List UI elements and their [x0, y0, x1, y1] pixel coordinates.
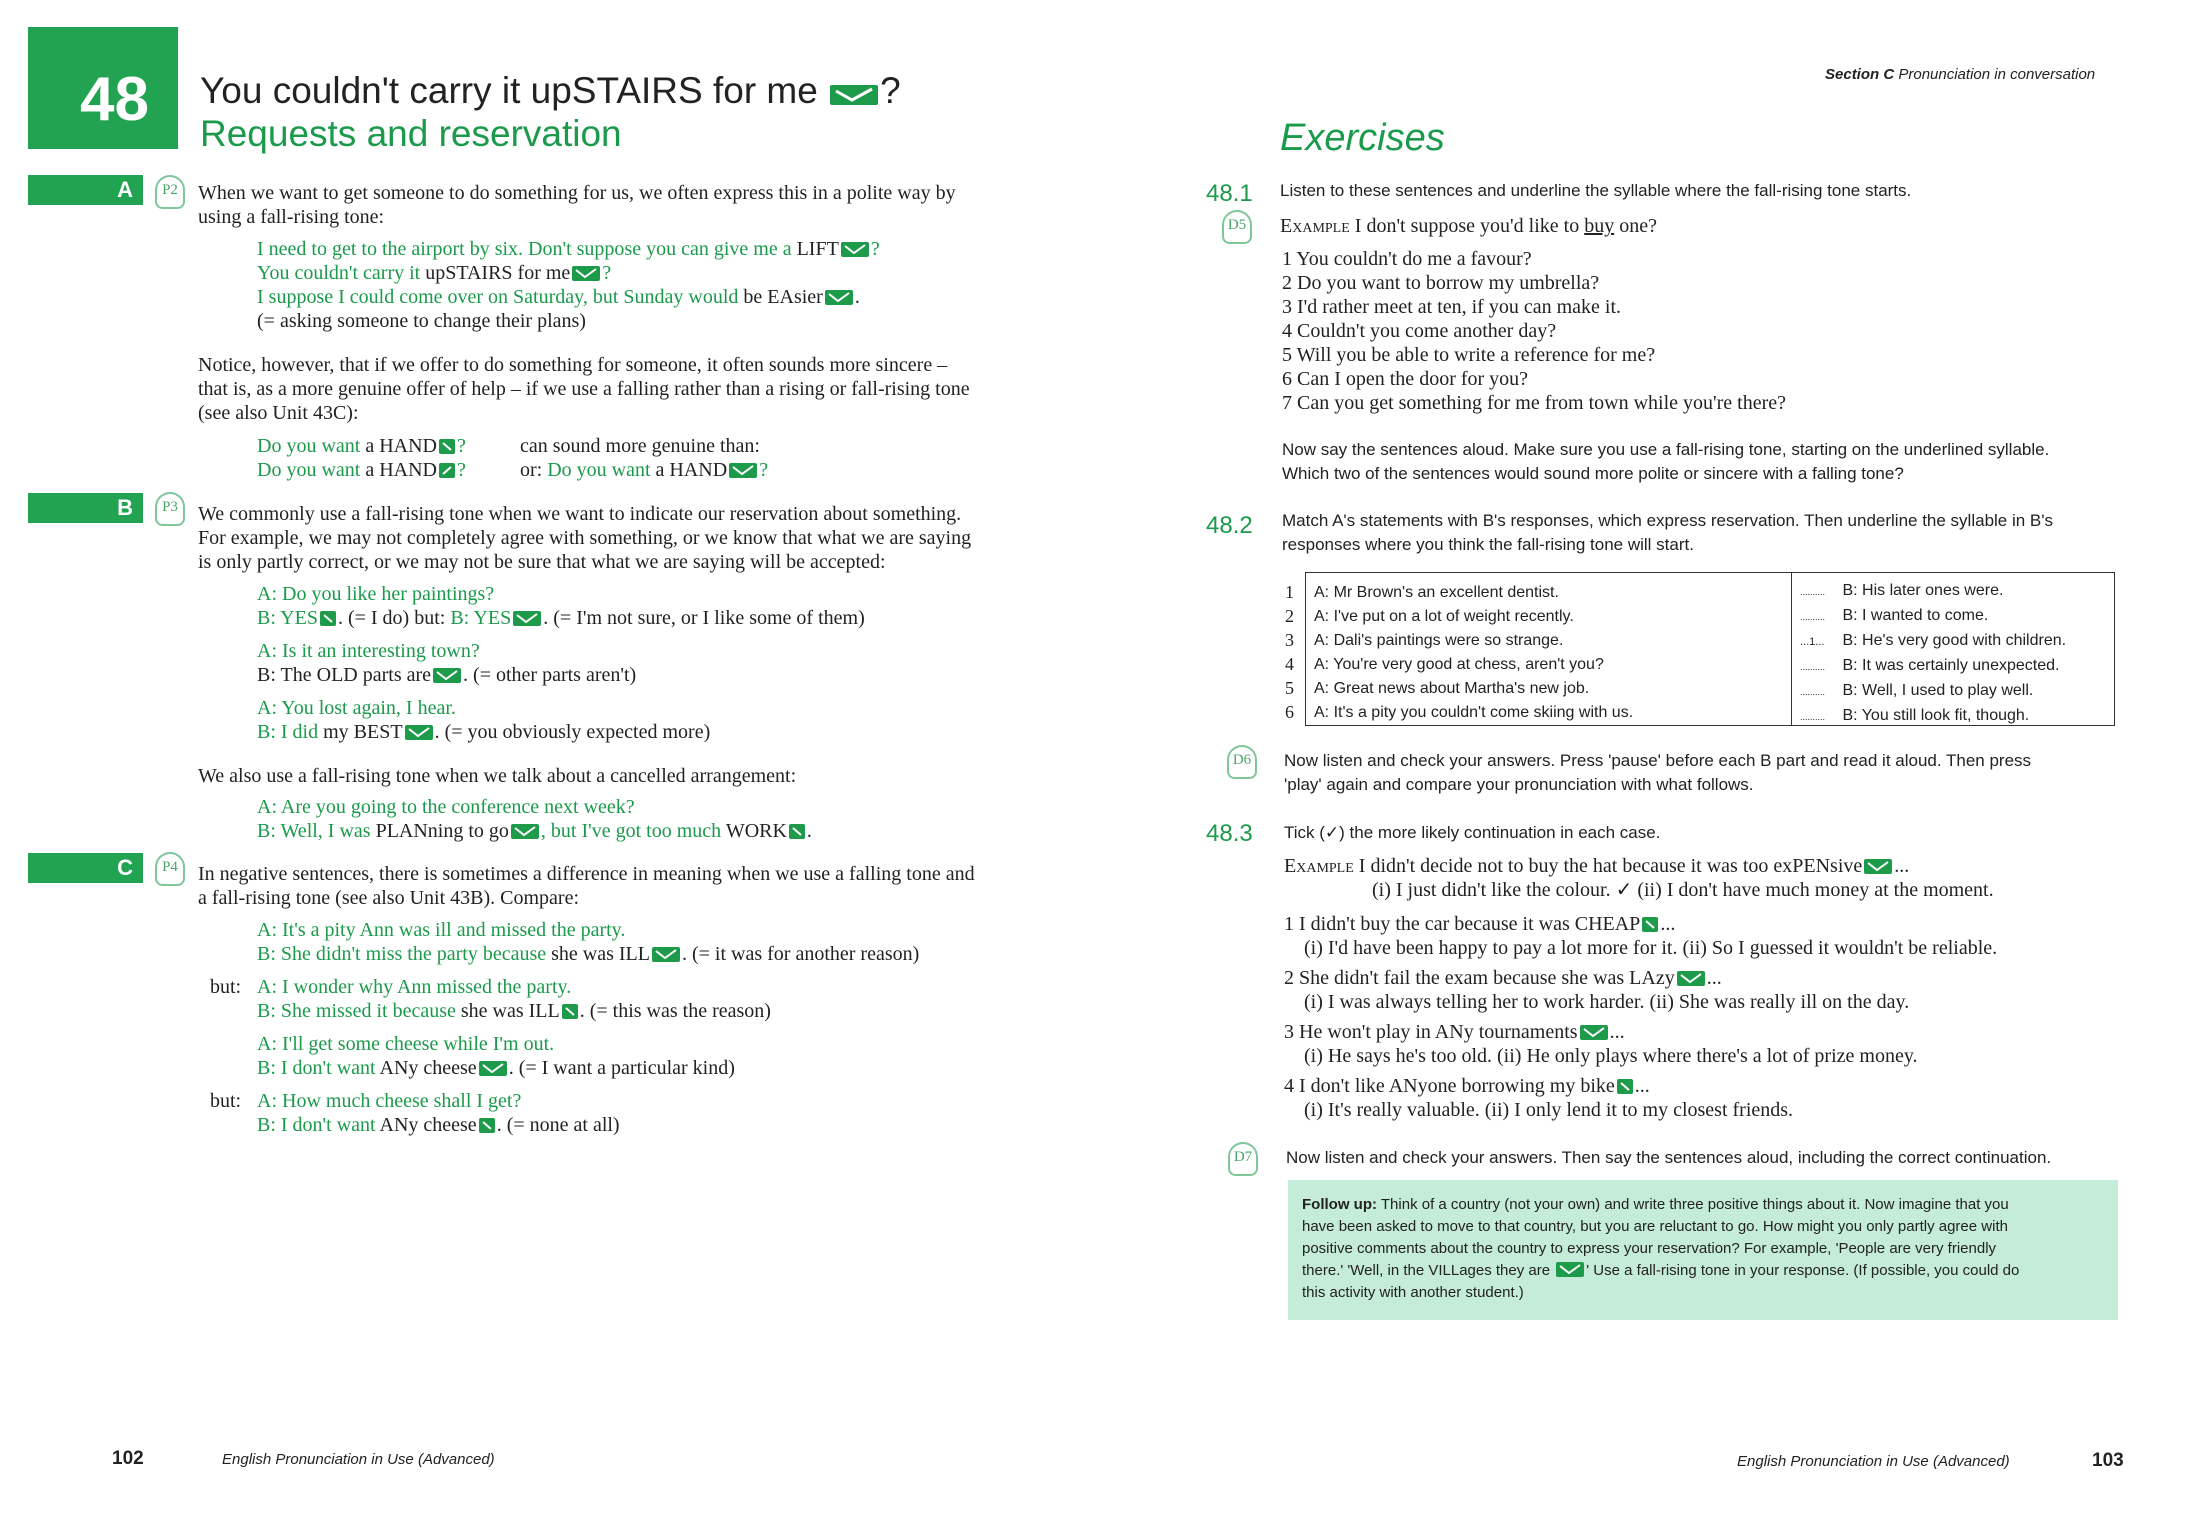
dialogue-a: A: I wonder why Ann missed the party.	[257, 976, 572, 998]
example-stress: a HAND	[365, 435, 437, 457]
example-stress: upSTAIRS for me	[425, 262, 571, 284]
example-line	[257, 261, 611, 285]
dialogue-a: A: You lost again, I hear.	[257, 697, 456, 719]
answer-blank[interactable]: ..........	[1800, 662, 1826, 672]
example-stress: WORK	[725, 820, 787, 842]
audio-track-p4-icon[interactable]: P4	[155, 852, 185, 886]
example-text: I suppose I could come over on Saturday, but Sunday would	[257, 286, 739, 308]
statement-a: A: Great news about Martha's new job.	[1314, 680, 1590, 697]
hand-example-1	[257, 434, 466, 458]
response-b: B: You still look fit, though.	[1842, 707, 2030, 724]
fall-rise-tone-icon	[729, 463, 757, 478]
exercise-number: 48.3	[1206, 820, 1253, 847]
follow-up-text: have been asked to move to that country, but you are reluctant to go. How might you only partly agree with	[1302, 1218, 2008, 1235]
dialogue-a: A: Do you like her paintings?	[257, 583, 495, 605]
fall-rise-tone-icon	[1580, 1025, 1608, 1040]
full-stop: .	[806, 820, 812, 842]
ellipsis: ...	[1660, 913, 1676, 935]
hand-example-2	[257, 458, 466, 482]
exercise-followon: Now listen and check your answers. Press 'pause' before each B part and read it aloud. Then press	[1284, 751, 2032, 770]
question-text: 3 He won't play in ANy tournaments	[1284, 1021, 1578, 1043]
follow-up-label: Follow up:	[1302, 1196, 1377, 1213]
fall-tone-icon	[320, 611, 336, 626]
note: . (= you obviously expected more)	[434, 721, 711, 743]
ellipsis: ...	[1609, 1021, 1625, 1043]
dialogue-b	[257, 663, 636, 687]
left-page-number: 102	[112, 1448, 144, 1469]
example-stress: a HAND	[365, 459, 437, 481]
fall-rise-tone-icon	[1864, 859, 1892, 874]
example-stress: my BEST	[323, 721, 403, 743]
exercises-title: Exercises	[1280, 117, 1445, 159]
dialogue-b	[257, 1056, 735, 1080]
example-line	[257, 237, 880, 261]
exercise-instruction: responses where you think the fall-rising tone will start.	[1282, 535, 1694, 554]
section-b-intro-1: We commonly use a fall-rising tone when we want to indicate our reservation about something.	[198, 503, 962, 525]
section-c-intro-2: a fall-rising tone (see also Unit 43B). Compare:	[198, 887, 580, 909]
exercise-followon: 'play' again and compare your pronunciation with what follows.	[1284, 775, 1754, 794]
exercise-instruction: Tick (✓) the more likely continuation in each case.	[1284, 823, 1661, 842]
but-label: but:	[210, 976, 242, 998]
unit-subtitle: Requests and reservation	[200, 113, 622, 154]
a-column	[1305, 572, 1791, 726]
note: . (= this was the reason)	[579, 1000, 771, 1022]
example-stress: a HAND	[655, 459, 728, 481]
dialogue-b	[257, 606, 865, 630]
fall-rise-tone-icon	[479, 1061, 507, 1076]
speaker-b: B: YES	[450, 607, 512, 629]
exercise-example	[1284, 854, 1909, 878]
exercise-item: 6 Can I open the door for you?	[1282, 368, 1529, 390]
exercise-question	[1284, 966, 1722, 990]
exercise-item: 2 Do you want to borrow my umbrella?	[1282, 272, 1600, 294]
row-number: 2	[1285, 606, 1294, 626]
question-mark: ?	[602, 262, 612, 284]
row-number: 5	[1285, 678, 1294, 698]
dialogue-a: A: It's a pity Ann was ill and missed the party.	[257, 919, 626, 941]
section-header-title: Pronunciation in conversation	[1898, 66, 2096, 83]
unit-title-question-mark: ?	[880, 70, 901, 111]
dialogue-b	[257, 999, 771, 1023]
fall-rise-tone-icon	[433, 668, 461, 683]
question-mark: ?	[456, 459, 466, 481]
section-a-notice-1: Notice, however, that if we offer to do something for someone, it often sounds more sincere –	[198, 354, 948, 376]
exercise-item: 5 Will you be able to write a reference for me?	[1282, 344, 1656, 366]
full-stop: .	[854, 286, 860, 308]
note: . (= I'm not sure, or I like some of them)	[543, 607, 865, 629]
exercise-question	[1284, 912, 1675, 936]
statement-a: A: You're very good at chess, aren't you?	[1314, 656, 1604, 673]
response-b: B: He's very good with children.	[1842, 632, 2067, 649]
exercise-item: 7 Can you get something for me from town while you're there?	[1282, 392, 1787, 414]
question-text: 1 I didn't buy the car because it was CHEAP	[1284, 913, 1641, 935]
fall-tone-icon	[479, 1118, 495, 1133]
fall-tone-icon	[1617, 1079, 1633, 1094]
dialogue-b	[257, 819, 812, 843]
b-column	[1791, 572, 2115, 726]
statement-a: A: Dali's paintings were so strange.	[1314, 632, 1564, 649]
underlined-syllable: buy	[1584, 215, 1615, 237]
statement-a: A: Mr Brown's an excellent dentist.	[1314, 584, 1559, 601]
follow-up-text: Think of a country (not your own) and write three positive things about it. Now imagine that you	[1380, 1196, 2009, 1213]
answer-blank[interactable]: ..........	[1800, 687, 1826, 697]
example-options: (i) I just didn't like the colour. ✓ (ii) I don't have much money at the moment.	[1372, 879, 1994, 901]
question-options: (i) It's really valuable. (ii) I only lend it to my closest friends.	[1304, 1099, 1794, 1121]
follow-up-text: ' Use a fall-rising tone in your response. (If possible, you could do	[1586, 1262, 2020, 1279]
section-c-label: C	[28, 853, 143, 883]
follow-up-box	[1288, 1180, 2118, 1320]
right-footer-title: English Pronunciation in Use (Advanced)	[1737, 1453, 2010, 1470]
left-footer-title: English Pronunciation in Use (Advanced)	[222, 1451, 495, 1468]
section-b-label: B	[28, 493, 143, 523]
note: . (= I do) but:	[337, 607, 446, 629]
example-text: Do you want	[257, 435, 361, 457]
dialogue-a: A: Is it an interesting town?	[257, 640, 480, 662]
fall-rise-tone-icon	[572, 266, 600, 281]
audio-track-d6-icon[interactable]: D6	[1227, 745, 1257, 779]
speaker-b-text: B: She didn't miss the party because	[257, 943, 547, 965]
example-text: I don't suppose you'd like to	[1354, 215, 1580, 237]
follow-up-text: this activity with another student.)	[1302, 1284, 1524, 1301]
follow-up-text: positive comments about the country to express your reservation? For example, 'People are very friendly	[1302, 1240, 1997, 1257]
audio-track-d5-icon[interactable]: D5	[1222, 210, 1252, 244]
section-a-notice-3: (see also Unit 43C):	[198, 402, 359, 424]
fall-rise-tone-icon	[513, 611, 541, 626]
statement-a: A: I've put on a lot of weight recently.	[1314, 608, 1574, 625]
answer-blank[interactable]: ..........	[1800, 587, 1826, 597]
exercise-item: 4 Couldn't you come another day?	[1282, 320, 1557, 342]
example-text: Do you want	[547, 459, 651, 481]
exercise-question	[1284, 1074, 1650, 1098]
question-options: (i) I'd have been happy to pay a lot more for it. (ii) So I guessed it wouldn't be reliable.	[1304, 937, 1998, 959]
example-line	[257, 285, 860, 309]
fall-rise-tone-icon	[1556, 1262, 1584, 1277]
row-number: 3	[1285, 630, 1294, 650]
fall-tone-icon	[439, 439, 455, 454]
hand-comparison-note: can sound more genuine than:	[520, 435, 760, 457]
unit-title-text: You couldn't carry it upSTAIRS for me	[200, 70, 818, 111]
fall-rise-tone-icon	[1677, 971, 1705, 986]
answer-blank[interactable]: ..........	[1800, 712, 1826, 722]
example-stress: PLANning to go	[375, 820, 509, 842]
answer-blank[interactable]: ...1...	[1800, 636, 1825, 648]
section-a-label: A	[28, 175, 143, 205]
hand-example-3	[520, 458, 768, 482]
speaker-b-text: B: I did	[257, 721, 319, 743]
question-text: 4 I don't like ANyone borrowing my bike	[1284, 1075, 1615, 1097]
exercise-instruction: Match A's statements with B's responses, which express reservation. Then underline the syllable in B's	[1282, 511, 2054, 530]
fall-rise-tone-icon	[841, 242, 869, 257]
example-text: Do you want	[257, 459, 361, 481]
example-text: one?	[1619, 215, 1657, 237]
exercise-followon: Now say the sentences aloud. Make sure you use a fall-rising tone, starting on the underlined syllable.	[1282, 440, 2050, 459]
example-stress: ANy cheese	[379, 1057, 477, 1079]
fall-rise-tone-icon	[511, 824, 539, 839]
response-b: B: I wanted to come.	[1842, 607, 1989, 624]
exercise-followon: Now listen and check your answers. Then say the sentences aloud, including the correct continuation.	[1286, 1148, 2052, 1167]
exercise-instruction: Listen to these sentences and underline the syllable where the fall-rising tone starts.	[1280, 181, 1912, 200]
section-a-intro-2: using a fall-rising tone:	[198, 206, 385, 228]
rise-tone-icon	[439, 463, 455, 478]
exercise-number: 48.2	[1206, 512, 1253, 539]
note: . (= other parts aren't)	[463, 664, 637, 686]
example-stress: ANy cheese	[379, 1114, 477, 1136]
ellipsis: ...	[1894, 855, 1910, 877]
fall-tone-icon	[1642, 917, 1658, 932]
table-nums	[1285, 580, 1303, 724]
unit-title	[200, 70, 901, 112]
dialogue-b	[257, 942, 919, 966]
row-number: 4	[1285, 654, 1294, 674]
section-c-intro-1: In negative sentences, there is sometimes a difference in meaning when we use a falling tone and	[198, 863, 975, 885]
example-stress: be EAsier	[743, 286, 823, 308]
audio-track-p2-icon[interactable]: P2	[155, 175, 185, 209]
dialogue-a: A: I'll get some cheese while I'm out.	[257, 1033, 555, 1055]
note: . (= it was for another reason)	[681, 943, 920, 965]
example-stress: LIFT	[796, 238, 839, 260]
example-text: I need to get to the airport by six. Don't suppose you can give me a	[257, 238, 792, 260]
example-stress: she was ILL	[460, 1000, 560, 1022]
exercise-number: 48.1	[1206, 180, 1253, 207]
audio-track-p3-icon[interactable]: P3	[155, 492, 185, 526]
statement-a: A: It's a pity you couldn't come skiing with us.	[1314, 704, 1634, 721]
fall-tone-icon	[562, 1004, 578, 1019]
matching-table	[1285, 572, 2115, 728]
example-note: (= asking someone to change their plans)	[257, 310, 586, 332]
question-mark: ?	[759, 459, 769, 481]
exercise-question	[1284, 1020, 1625, 1044]
row-number: 1	[1285, 582, 1294, 602]
example-stress: she was ILL	[551, 943, 650, 965]
section-a-intro-1: When we want to get someone to do something for us, we often express this in a polite way by	[198, 182, 956, 204]
speaker-b-text: B: Well, I was	[257, 820, 371, 842]
speaker-b: B: YES	[257, 607, 318, 629]
follow-up-text: there.' 'Well, in the VILLages they are	[1302, 1262, 1551, 1279]
ellipsis: ...	[1706, 967, 1722, 989]
response-b: B: Well, I used to play well.	[1842, 682, 2034, 699]
exercise-followon: Which two of the sentences would sound more polite or sincere with a falling tone?	[1282, 464, 1904, 483]
dialogue-a: A: How much cheese shall I get?	[257, 1090, 522, 1112]
section-b-intro-2: For example, we may not completely agree with something, or we know that what we are saying	[198, 527, 972, 549]
ellipsis: ...	[1634, 1075, 1650, 1097]
audio-track-d7-icon[interactable]: D7	[1228, 1142, 1258, 1176]
fall-rise-tone-icon	[830, 85, 878, 105]
fall-rise-tone-icon	[405, 725, 433, 740]
question-options: (i) I was always telling her to work harder. (ii) She was really ill on the day.	[1304, 991, 1910, 1013]
response-b: B: His later ones were.	[1842, 582, 2004, 599]
dialogue-b	[257, 1113, 620, 1137]
dialogue-a: A: Are you going to the conference next week?	[257, 796, 635, 818]
fall-rise-tone-icon	[825, 290, 853, 305]
section-a-notice-2: that is, as a more genuine offer of help – if we use a falling rather than a rising or fall-rising tone	[198, 378, 970, 400]
example-text: I didn't decide not to buy the hat because it was too exPENsive	[1358, 855, 1863, 877]
exercise-item: 3 I'd rather meet at ten, if you can make it.	[1282, 296, 1622, 318]
but-label: but:	[210, 1090, 242, 1112]
speaker-b-text: B: The OLD parts are	[257, 664, 432, 686]
speaker-b-text: B: I don't want	[257, 1057, 376, 1079]
dialogue-b	[257, 720, 710, 744]
cancelled-arrangement-text: We also use a fall-rising tone when we talk about a cancelled arrangement:	[198, 765, 797, 787]
section-b-intro-3: is only partly correct, or we may not be sure that what we are saying will be accepted:	[198, 551, 886, 573]
fall-rise-tone-icon	[652, 947, 680, 962]
exercise-item: 1 You couldn't do me a favour?	[1282, 248, 1532, 270]
speaker-b-text: B: I don't want	[257, 1114, 376, 1136]
speaker-b-text: , but I've got too much	[540, 820, 722, 842]
exercise-example	[1280, 214, 1657, 238]
unit-number: 48	[80, 65, 149, 134]
question-mark: ?	[870, 238, 880, 260]
or-label: or:	[520, 459, 543, 481]
example-label: Example	[1280, 215, 1350, 237]
question-text: 2 She didn't fail the exam because she was LAzy	[1284, 967, 1675, 989]
question-options: (i) He says he's too old. (ii) He only plays where there's a lot of prize money.	[1304, 1045, 1918, 1067]
fall-tone-icon	[789, 824, 805, 839]
right-page-number: 103	[2092, 1450, 2124, 1471]
row-number: 6	[1285, 702, 1294, 722]
response-b: B: It was certainly unexpected.	[1842, 657, 2060, 674]
section-header-label: Section C	[1825, 66, 1895, 83]
example-label: Example	[1284, 855, 1354, 877]
section-header	[1825, 66, 2095, 83]
question-mark: ?	[456, 435, 466, 457]
example-text: You couldn't carry it	[257, 262, 421, 284]
answer-blank[interactable]: ..........	[1800, 612, 1826, 622]
speaker-b-text: B: She missed it because	[257, 1000, 456, 1022]
note: . (= I want a particular kind)	[508, 1057, 735, 1079]
note: . (= none at all)	[496, 1114, 620, 1136]
